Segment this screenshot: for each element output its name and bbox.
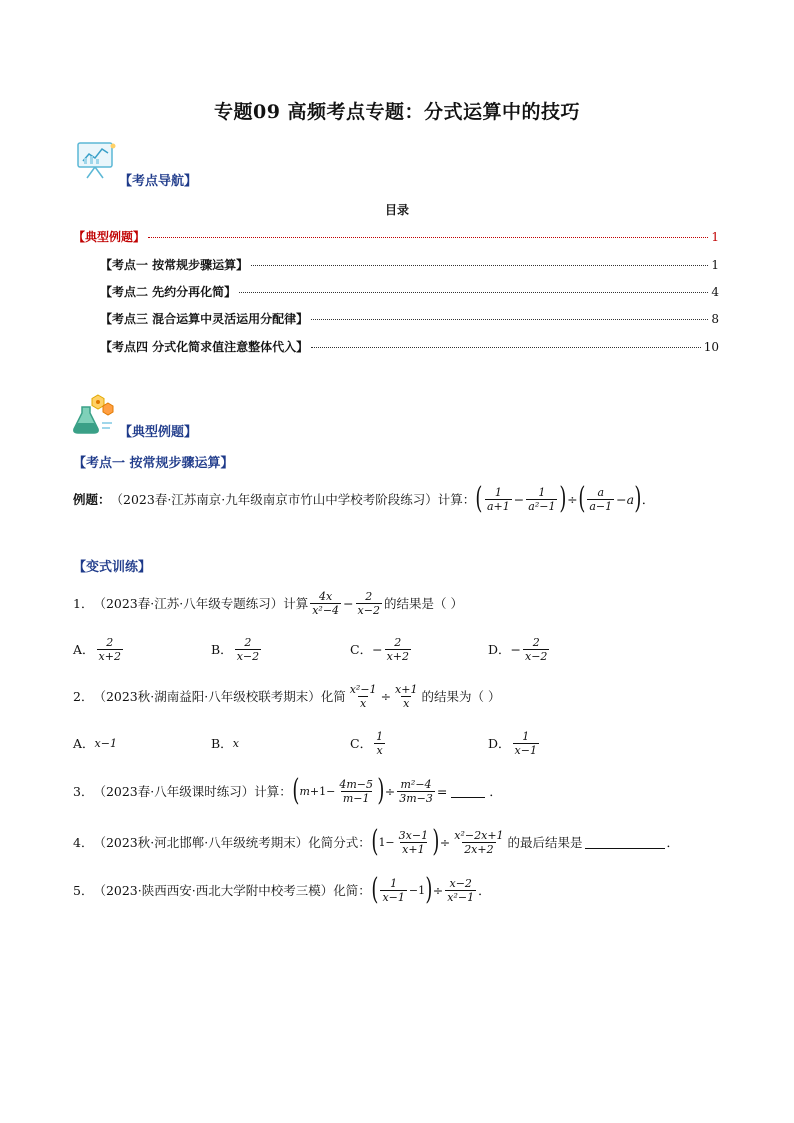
question-suffix: 的结果是（ ） — [383, 596, 463, 611]
toc-page: 8 — [711, 312, 719, 326]
toc-row[interactable] — [100, 310, 719, 326]
option-2d[interactable]: D． 1 x−1 — [488, 729, 537, 757]
option-2a[interactable] — [73, 726, 117, 760]
toc-title: 目录 — [384, 203, 409, 217]
toc-leader — [311, 319, 708, 320]
question-expression: ( 1 x−1 −1 ) ÷ $\frac{x-2}{\text{x²−1}}$ — [371, 872, 475, 907]
practice-heading: 【变式训练】 — [73, 560, 152, 575]
option-letter: B． — [211, 642, 233, 657]
question-number: 1． — [73, 596, 94, 611]
question-source: （2023春·八年级课时练习）计算： — [93, 784, 292, 799]
toc-leader — [311, 347, 701, 348]
option-value: x — [232, 736, 239, 750]
option-letter: D． — [488, 642, 511, 657]
option-1b[interactable]: B． 2 x−2 — [211, 635, 260, 663]
question-suffix: ． — [478, 883, 491, 898]
toc-label: 【考点三 混合运算中灵活运用分配律】 — [100, 312, 309, 326]
question-1 — [73, 585, 463, 621]
question-source: （2023春·江苏·八年级专题练习）计算 — [93, 596, 309, 611]
examples-heading: 【典型例题】 — [119, 425, 198, 440]
question-4 — [73, 823, 679, 861]
toc-page: 1 — [711, 258, 719, 272]
option-2b[interactable] — [211, 726, 239, 760]
option-letter: B． — [211, 736, 233, 751]
question-expression: 4x x²−4 − $\frac{2}{x-2}$ — [312, 589, 380, 617]
toc-row[interactable] — [100, 338, 719, 354]
question-number: 3． — [73, 784, 94, 799]
option-1d[interactable]: D． − $\frac{2}{x-2}$ — [488, 635, 548, 663]
option-2c[interactable]: C． 1 x — [350, 729, 384, 757]
answer-blank[interactable] — [585, 847, 665, 849]
question-suffix: ． — [489, 784, 502, 799]
nav-heading: 【考点导航】 — [119, 174, 198, 189]
toc-label: 【考点一 按常规步骤运算】 — [100, 258, 249, 272]
toc-label: 【考点二 先约分再化简】 — [100, 285, 237, 299]
toc-leader — [251, 265, 708, 266]
toc-label: 【典型例题】 — [73, 230, 146, 244]
presentation-board-icon — [75, 140, 117, 184]
question-expression: ( 1− $\frac{3x-1}{x+1}$ ) ÷ $\frac{\text{x²−2x+1}}{2x+2}$ — [371, 824, 504, 859]
question-number: 4． — [73, 835, 94, 850]
question-source: （2023秋·湖南益阳·八年级校联考期末）化简 — [93, 689, 346, 704]
question-suffix: 的结果为（ ） — [421, 689, 501, 704]
point1-heading: 【考点一 按常规步骤运算】 — [73, 456, 234, 471]
toc-page: 4 — [711, 285, 719, 299]
toc-page: 1 — [711, 230, 719, 244]
toc-label: 【考点四 分式化简求值注意整体代入】 — [100, 340, 309, 354]
toc-leader — [148, 237, 708, 238]
question-2 — [73, 678, 500, 714]
question-expression: $\frac{\text{x²−1}}{x}$ ÷ $\frac{x+1}{x}$ — [349, 682, 418, 710]
option-letter: A． — [73, 642, 95, 657]
toc-row[interactable] — [73, 228, 719, 244]
chemistry-flask-icon — [72, 393, 116, 439]
option-letter: D． — [488, 736, 511, 751]
toc-leader — [239, 292, 708, 293]
question-3 — [73, 772, 502, 810]
option-1a[interactable]: A． 2 x+2 — [73, 635, 121, 663]
toc-row[interactable] — [100, 256, 719, 272]
question-expression: ( m +1− $\frac{4m-5}{m-1}$ ) ÷ $\frac{\text{m²−4}}{3m-3}$ = — [292, 773, 448, 808]
toc-page: 10 — [703, 340, 719, 354]
option-letter: C． — [350, 736, 373, 751]
option-1c[interactable]: C． − $\frac{2}{x+2}$ — [350, 635, 409, 663]
question-5 — [73, 871, 491, 909]
example-problem — [73, 480, 654, 518]
option-value: x−1 — [94, 736, 117, 750]
question-end: ． — [666, 835, 680, 850]
question-source: （2023秋·河北邯郸·八年级统考期末）化简分式： — [93, 835, 371, 850]
answer-blank[interactable] — [451, 796, 485, 798]
question-number: 2． — [73, 689, 94, 704]
option-letter: A． — [73, 736, 95, 751]
example-prefix: 例题： — [73, 492, 111, 507]
question-source: （2023·陕西西安·西北大学附中校考三模）化简： — [93, 883, 371, 898]
question-number: 5． — [73, 883, 94, 898]
toc-row[interactable] — [100, 283, 719, 299]
option-letter: C． — [350, 642, 373, 657]
question-suffix: 的最后结果是 — [507, 835, 583, 850]
page-title: 专题09 高频考点专题：分式运算中的技巧 — [213, 101, 581, 123]
example-expression: ( 1 a+1 − $\frac{1}{\text{a²−1}}$ ) ÷ ( a a−1 − a ) ． — [475, 481, 655, 516]
example-source: （2023春·江苏南京·九年级南京市竹山中学校考阶段练习）计算： — [110, 492, 476, 507]
